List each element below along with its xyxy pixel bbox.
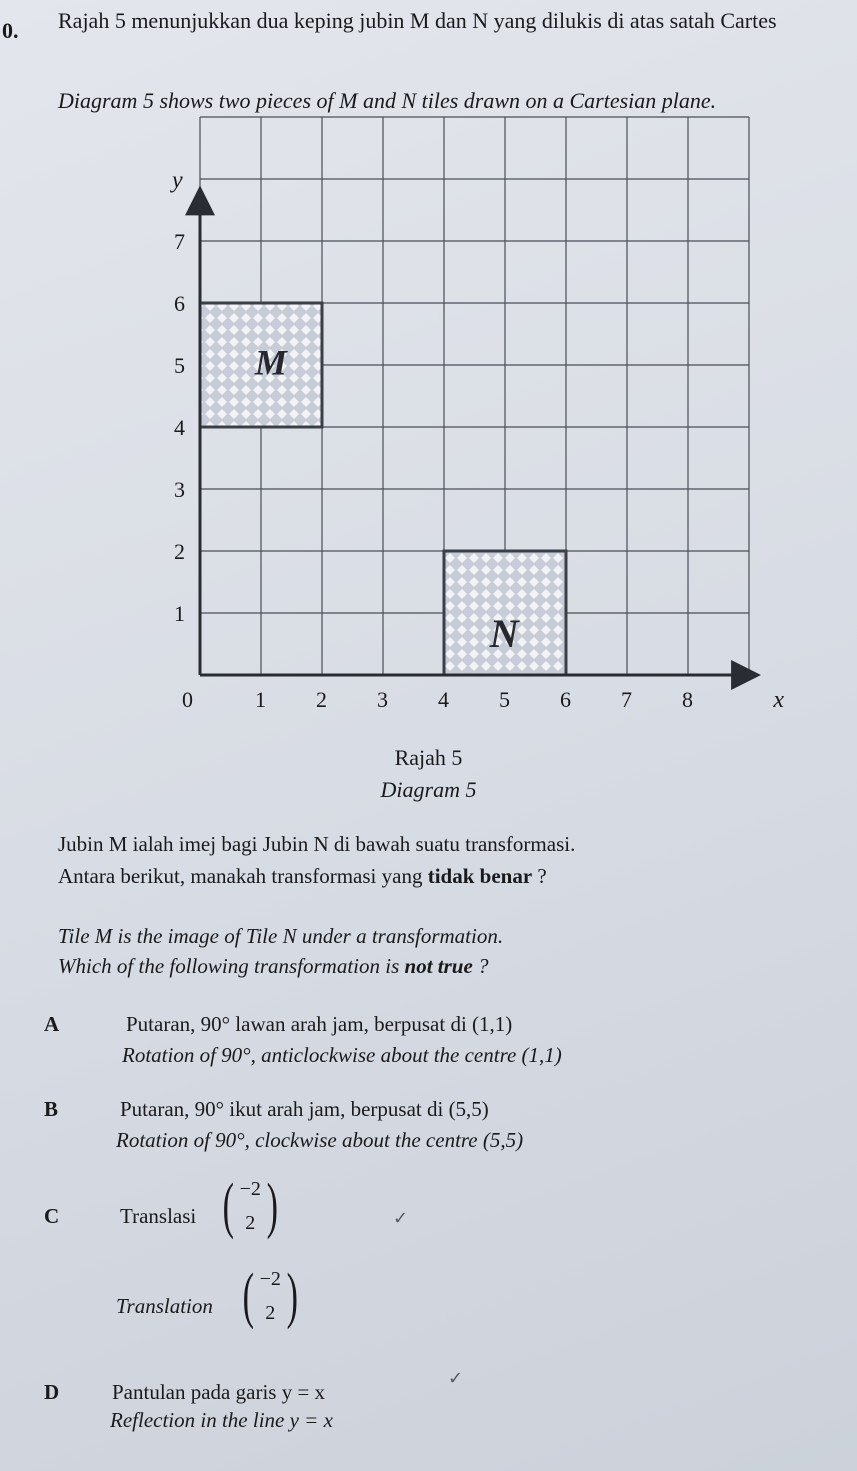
y-tick-label: 5 bbox=[174, 353, 185, 378]
x-tick-label: 6 bbox=[560, 687, 571, 712]
option-d-letter[interactable]: D bbox=[44, 1380, 60, 1404]
x-axis-label: x bbox=[773, 687, 785, 713]
question-intro-ms: Rajah 5 menunjukkan dua keping jubin M dan N yang dilukis di atas satah Cartes bbox=[58, 8, 777, 33]
option-c-en[interactable]: Translation bbox=[116, 1294, 213, 1318]
option-c-vector-ms[interactable] bbox=[218, 1172, 283, 1240]
x-tick-label: 0 bbox=[182, 687, 193, 712]
handwritten-tick-d: ✓ bbox=[448, 1368, 464, 1389]
x-tick-label: 7 bbox=[621, 687, 632, 712]
stem-ms-line-2 bbox=[58, 864, 547, 889]
stem-en-2-suffix: ? bbox=[472, 954, 489, 978]
y-tick-label: 3 bbox=[174, 477, 185, 502]
stem-ms-line-1: Jubin M ialah imej bagi Jubin N di bawah suatu transformasi. bbox=[58, 832, 576, 856]
x-tick-label: 3 bbox=[377, 687, 388, 712]
right-paren: ) bbox=[266, 1172, 278, 1240]
option-a-letter[interactable]: A bbox=[44, 1012, 60, 1036]
vector-top: −2 bbox=[259, 1268, 281, 1290]
option-d-ms[interactable]: Pantulan pada garis y = x bbox=[112, 1380, 326, 1404]
option-c-vector-en[interactable] bbox=[238, 1262, 303, 1330]
left-paren: ( bbox=[222, 1172, 235, 1240]
vector-bottom: 2 bbox=[245, 1212, 256, 1234]
option-b-en[interactable]: Rotation of 90°, clockwise about the centre (5,5) bbox=[116, 1128, 524, 1152]
left-paren: ( bbox=[242, 1262, 255, 1330]
stem-en-2-prefix: Which of the following transformation is bbox=[58, 954, 405, 978]
option-b-ms[interactable]: Putaran, 90° ikut arah jam, berpusat di (5,5) bbox=[120, 1097, 489, 1121]
option-c-letter[interactable]: C bbox=[44, 1204, 60, 1228]
stem-en-line-2 bbox=[58, 954, 489, 979]
y-tick-label: 7 bbox=[174, 229, 185, 254]
handwritten-tick-c: ✓ bbox=[393, 1208, 409, 1229]
stem-en-line-1: Tile M is the image of Tile N under a transformation. bbox=[58, 924, 504, 948]
x-tick-label: 4 bbox=[438, 687, 449, 712]
x-tick-label: 1 bbox=[255, 687, 266, 712]
question-intro-en: Diagram 5 shows two pieces of M and N tiles drawn on a Cartesian plane. bbox=[58, 88, 717, 113]
diagram-caption-en: Diagram 5 bbox=[380, 777, 477, 802]
x-tick-label: 5 bbox=[499, 687, 510, 712]
question-number: 0. bbox=[2, 18, 19, 43]
stem-en-2-bold: not true bbox=[404, 954, 473, 978]
y-tick-label: 2 bbox=[174, 539, 185, 564]
y-tick-label: 4 bbox=[174, 415, 185, 440]
option-d-en[interactable]: Reflection in the line y = x bbox=[110, 1408, 333, 1432]
stem-ms-2-prefix: Antara berikut, manakah transformasi yang bbox=[58, 864, 428, 888]
option-a-ms[interactable]: Putaran, 90° lawan arah jam, berpusat di (1,1) bbox=[126, 1012, 513, 1036]
tile-m-label: M bbox=[254, 342, 287, 383]
vector-top: −2 bbox=[239, 1178, 261, 1200]
option-a-en[interactable]: Rotation of 90°, anticlockwise about the centre (1,1) bbox=[122, 1043, 562, 1067]
y-tick-label: 1 bbox=[174, 601, 185, 626]
option-c-ms[interactable]: Translasi bbox=[120, 1204, 197, 1228]
option-b-letter[interactable]: B bbox=[44, 1097, 59, 1121]
x-tick-label: 2 bbox=[316, 687, 327, 712]
y-axis-label: y bbox=[172, 167, 183, 194]
diagram-caption-ms: Rajah 5 bbox=[394, 745, 463, 770]
right-paren: ) bbox=[286, 1262, 298, 1330]
vector-bottom: 2 bbox=[265, 1302, 276, 1324]
stem-ms-2-suffix: ? bbox=[532, 864, 547, 888]
tile-n-label: N bbox=[489, 611, 519, 657]
x-tick-label: 8 bbox=[682, 687, 693, 712]
y-tick-label: 6 bbox=[174, 291, 185, 316]
stem-ms-2-bold: tidak benar bbox=[427, 864, 533, 888]
